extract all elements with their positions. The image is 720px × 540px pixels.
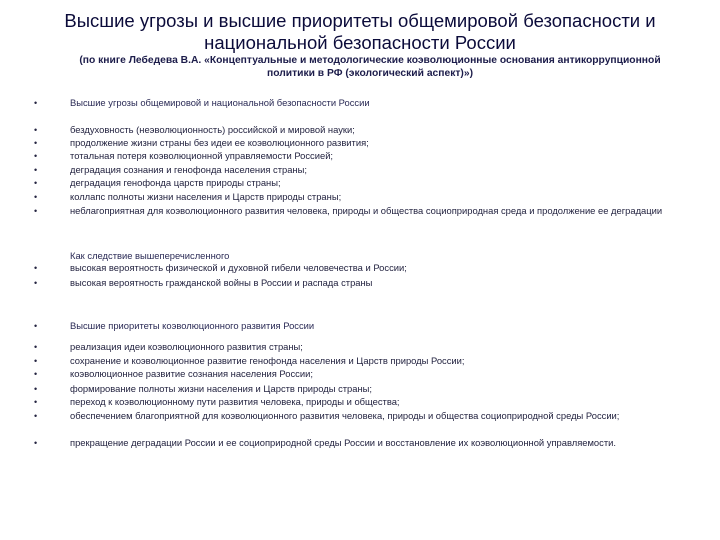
slide-title: Высшие угрозы и высшие приоритеты общемировой безопасности и национальной безопасности России: [64, 10, 656, 53]
priorities-heading: Высшие приоритеты коэволюционного развития России: [70, 320, 315, 331]
bullet: •: [34, 206, 38, 216]
priority-item: обеспечением благоприятной для коэволюционного развития человека, природы и общества социоприродной среды России;: [70, 410, 620, 421]
slide-subtitle: (по книге Лебедева В.А. «Концептуальные и методологические коэволюционные основания антикоррупционной политики в РФ (экологический аспект)»): [79, 55, 661, 79]
priority-item: реализация идеи коэволюционного развития страны;: [70, 341, 303, 352]
bullet: •: [34, 263, 38, 273]
bullet: •: [34, 384, 38, 394]
bullet: •: [34, 192, 38, 202]
consequence-item: высокая вероятность физической и духовной гибели человечества и России;: [70, 262, 407, 273]
priority-item: переход к коэволюционному пути развития человека, природы и общества;: [70, 396, 400, 407]
threat-item: неблагоприятная для коэволюционного развития человека, природы и общества социоприродная среда и продолжение ее деградации: [70, 205, 663, 216]
bullet: •: [34, 151, 38, 161]
threat-item: тотальная потеря коэволюционной управляемости Россией;: [70, 150, 334, 161]
bullet: •: [34, 369, 38, 379]
threats-heading: Высшие угрозы общемировой и национальной безопасности России: [70, 97, 370, 108]
consequence-heading: Как следствие вышеперечисленного: [70, 250, 230, 261]
bullet: •: [34, 397, 38, 407]
bullet: •: [34, 138, 38, 148]
consequence-item: высокая вероятность гражданской войны в России и распада страны: [70, 277, 373, 288]
priority-item: коэволюционное развитие сознания населения России;: [70, 368, 313, 379]
priority-item: сохранение и коэволюционное развитие генофонда населения и Царств природы России;: [70, 355, 465, 366]
bullet: •: [34, 278, 38, 288]
threat-item: продолжение жизни страны без идеи ее коэволюционного развития;: [70, 137, 369, 148]
bullet: •: [34, 98, 38, 108]
threat-item: бездуховность (неэволюционность) российской и мировой науки;: [70, 124, 355, 135]
threat-item: деградация сознания и генофонда населения страны;: [70, 164, 307, 175]
bullet: •: [34, 342, 38, 352]
priority-item: прекращение деградации России и ее социоприродной среды России и восстановление их коэволюционной управляемости.: [70, 437, 616, 448]
threat-item: коллапс полноты жизни населения и Царств природы страны;: [70, 191, 342, 202]
priority-item: формирование полноты жизни населения и Царств природы страны;: [70, 383, 373, 394]
bullet: •: [34, 125, 38, 135]
bullet: •: [34, 356, 38, 366]
bullet: •: [34, 438, 38, 448]
bullet: •: [34, 165, 38, 175]
bullet: •: [34, 321, 38, 331]
bullet: •: [34, 411, 38, 421]
threat-item: деградация генофонда царств природы страны;: [70, 177, 281, 188]
bullet: •: [34, 178, 38, 188]
